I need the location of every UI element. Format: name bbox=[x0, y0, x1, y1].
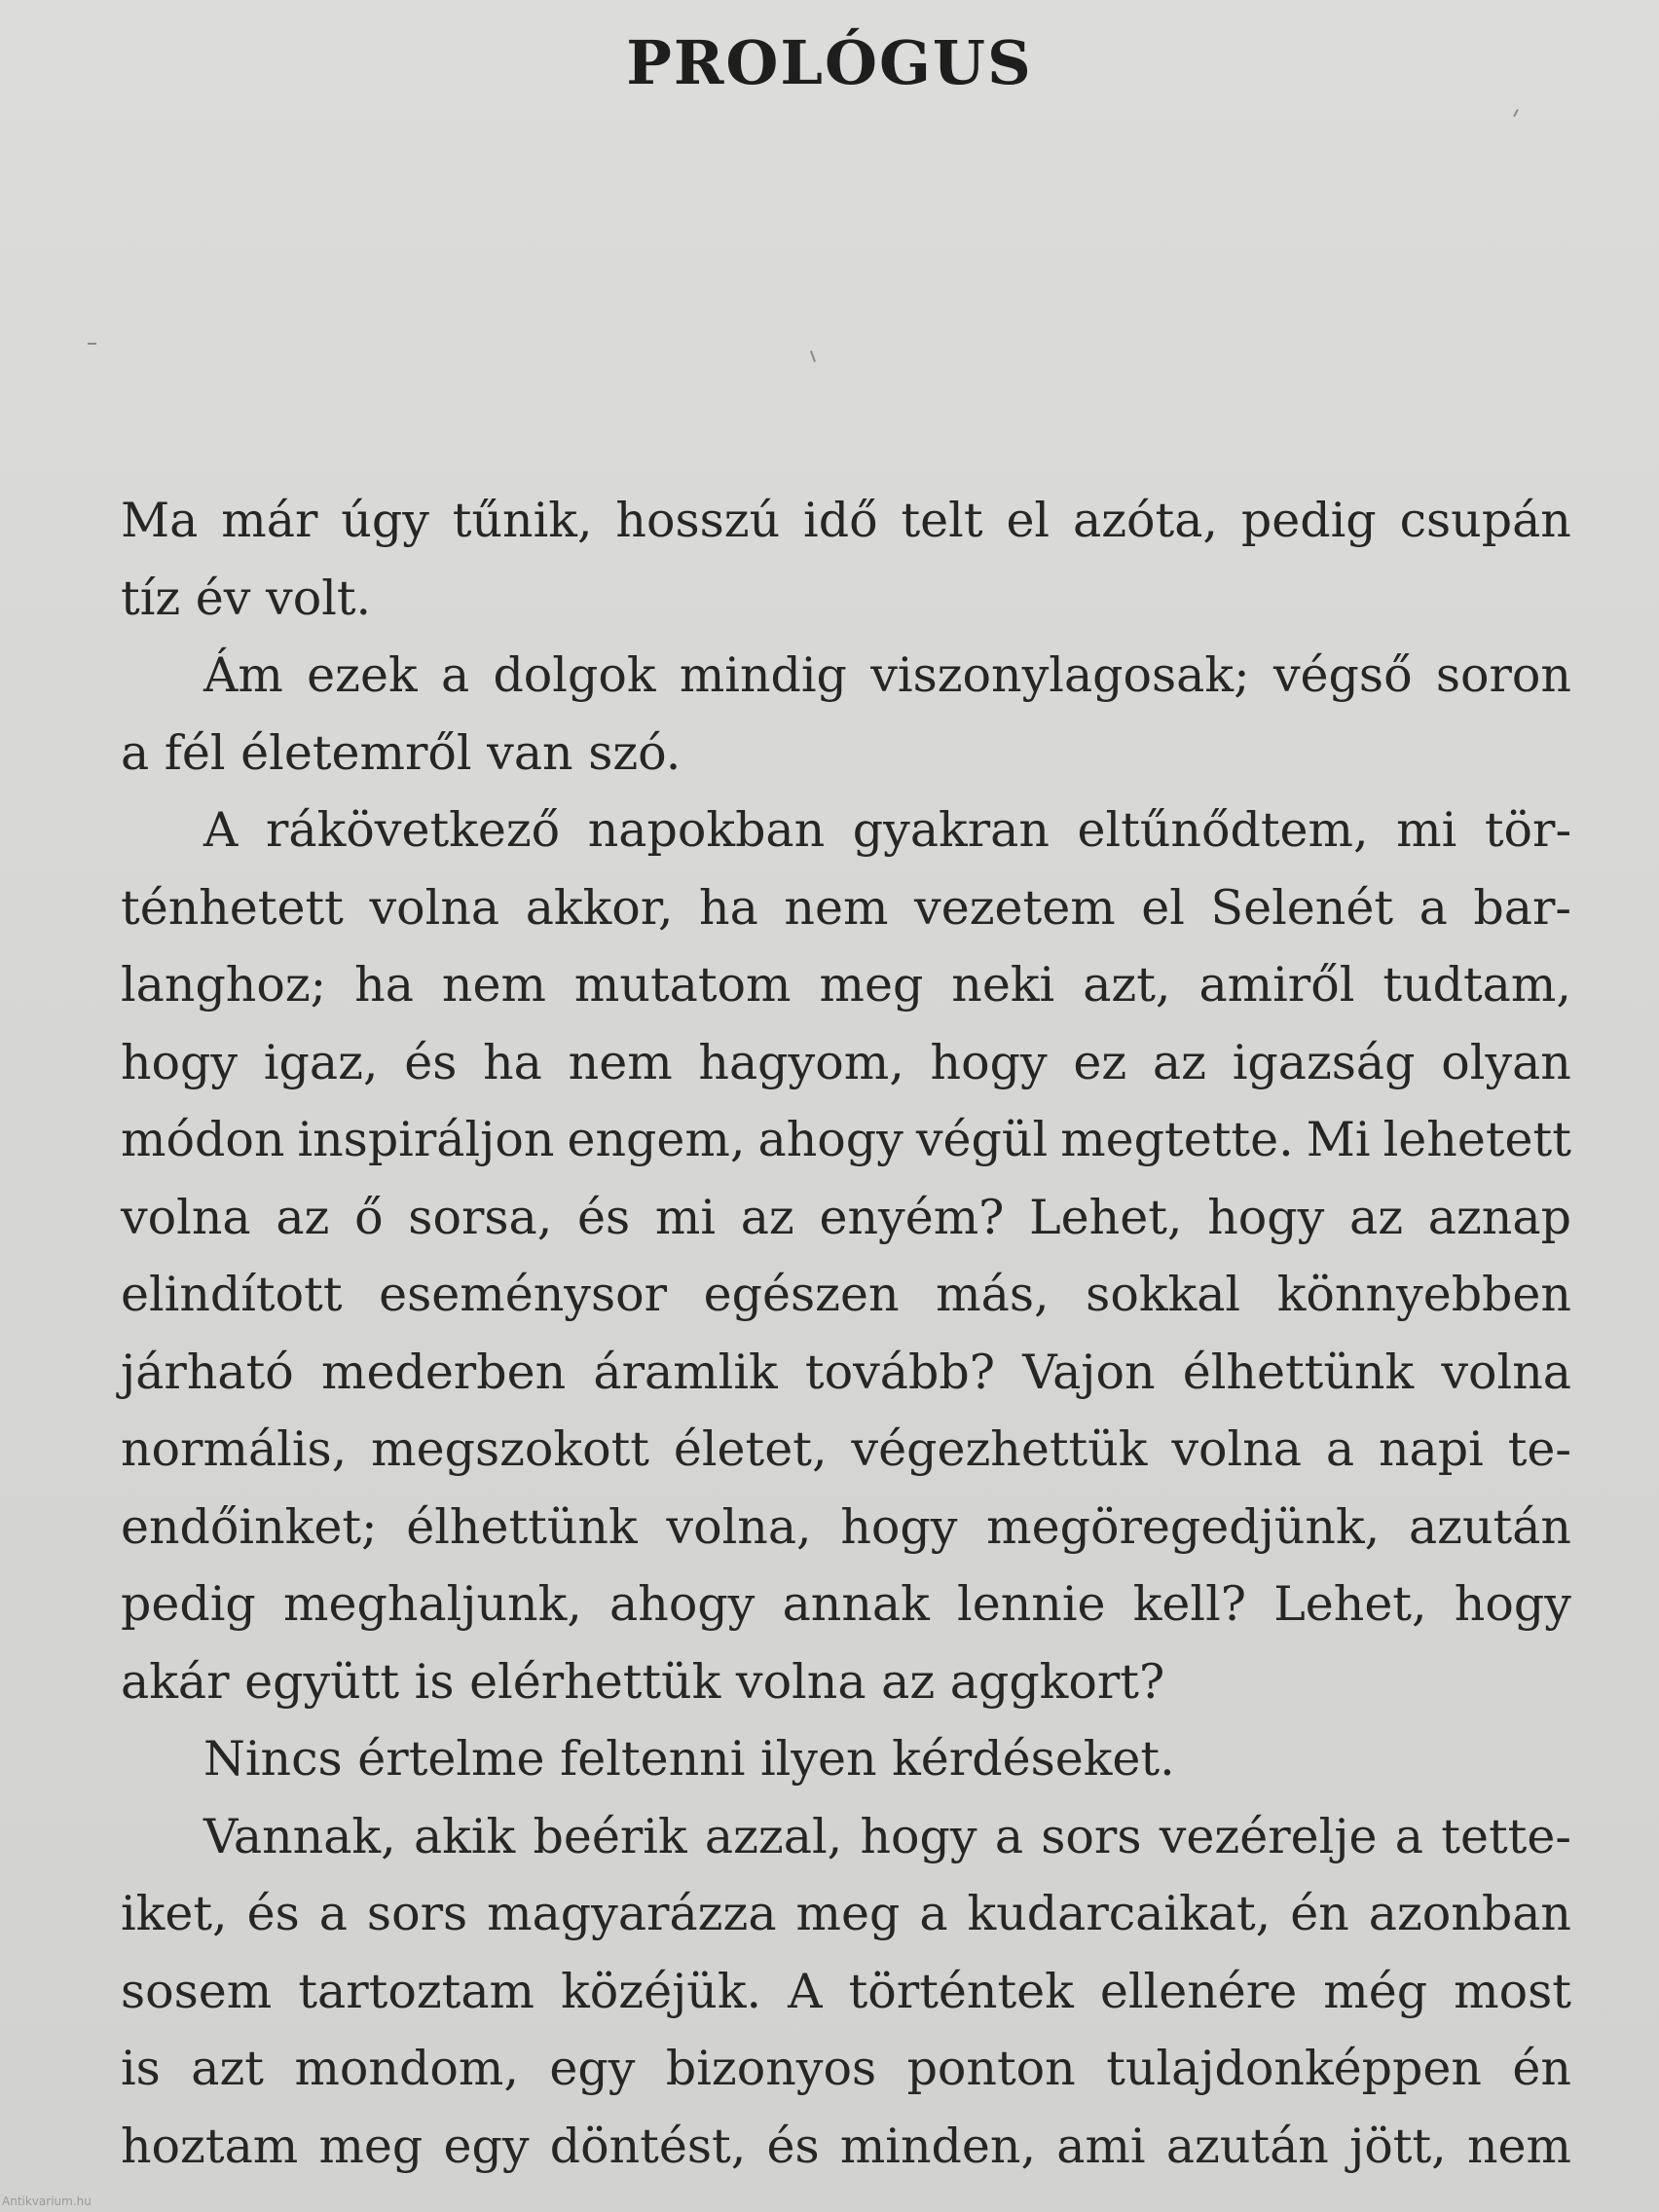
word: rákövetkező bbox=[265, 802, 561, 858]
word: napi bbox=[1379, 1421, 1484, 1477]
word: tör- bbox=[1484, 802, 1571, 858]
word: Mi bbox=[1306, 1112, 1371, 1167]
word: eseménysor bbox=[379, 1267, 668, 1322]
word: ami bbox=[1056, 2118, 1146, 2174]
word: végső bbox=[1272, 647, 1413, 703]
word: áramlik bbox=[593, 1344, 778, 1400]
word: Vajon bbox=[1022, 1344, 1156, 1400]
page-mark bbox=[88, 343, 96, 345]
word: és bbox=[766, 2118, 820, 2174]
word: életet, bbox=[673, 1421, 828, 1477]
word: azután bbox=[1408, 1498, 1571, 1555]
word: megszokott bbox=[371, 1421, 649, 1477]
word: mutatom bbox=[573, 957, 792, 1013]
word: azonban bbox=[1368, 1886, 1571, 1941]
text-line bbox=[121, 1953, 1571, 2031]
word: élhettünk bbox=[1182, 1344, 1415, 1400]
word: telt bbox=[901, 493, 983, 548]
word: én bbox=[1512, 2041, 1571, 2096]
word: langhoz; bbox=[121, 957, 327, 1013]
text-line bbox=[121, 1256, 1571, 1334]
word: lehetett bbox=[1382, 1112, 1571, 1167]
word: mi bbox=[654, 1189, 717, 1245]
word: beérik bbox=[533, 1808, 687, 1864]
word: jött, bbox=[1349, 2118, 1447, 2174]
page-mark bbox=[810, 350, 816, 362]
word: megtette. bbox=[1060, 1112, 1294, 1167]
word: a bbox=[919, 1886, 948, 1941]
word: a bbox=[318, 1886, 348, 1941]
word: döntést, bbox=[549, 2118, 747, 2174]
word: Ám bbox=[203, 647, 283, 703]
word: ha bbox=[699, 879, 758, 936]
word: ha bbox=[483, 1034, 542, 1090]
word: annak bbox=[782, 1576, 930, 1632]
word: meghaljunk, bbox=[282, 1576, 582, 1632]
word: történtek bbox=[848, 1963, 1074, 2019]
word: ő bbox=[354, 1189, 384, 1245]
text-line bbox=[121, 1101, 1571, 1179]
word: sorsa, bbox=[408, 1189, 553, 1245]
text-line: akár együtt is elérhettük volna az aggkort? bbox=[121, 1653, 1165, 1710]
text-line: a fél életemről van szó. bbox=[121, 724, 682, 781]
word: végül bbox=[915, 1112, 1049, 1167]
word: kell? bbox=[1132, 1576, 1247, 1632]
word: sors bbox=[366, 1886, 468, 1941]
word: volna bbox=[369, 879, 500, 936]
word: Lehet, bbox=[1029, 1189, 1183, 1245]
word: és bbox=[404, 1034, 458, 1090]
text-line bbox=[121, 1798, 1571, 1876]
word: könnyebben bbox=[1276, 1267, 1571, 1322]
word: hogy bbox=[1454, 1576, 1571, 1632]
word: is bbox=[121, 2041, 161, 2096]
word: egészen bbox=[703, 1267, 900, 1322]
word: Ma bbox=[121, 493, 199, 548]
text-line bbox=[121, 1489, 1571, 1567]
word: igaz, bbox=[263, 1034, 379, 1090]
word: azt bbox=[191, 2041, 265, 2096]
word: a bbox=[1394, 1808, 1423, 1864]
word: még bbox=[1323, 1963, 1428, 2019]
text-line: tíz év volt. bbox=[121, 570, 372, 626]
text-line: Nincs értelme feltenni ilyen kérdéseket. bbox=[203, 1731, 1175, 1787]
word: a bbox=[994, 1808, 1024, 1864]
text-line bbox=[121, 792, 1571, 869]
word: csupán bbox=[1399, 493, 1571, 548]
word: napokban bbox=[587, 802, 826, 858]
word: akkor, bbox=[525, 879, 674, 936]
text-line bbox=[121, 869, 1571, 947]
text-line bbox=[121, 946, 1571, 1024]
word: tulajdonképpen bbox=[1106, 2041, 1482, 2096]
word: meg bbox=[795, 1886, 901, 1941]
body-text bbox=[121, 482, 1571, 2185]
word: és bbox=[246, 1886, 300, 1941]
word: endőinket; bbox=[121, 1498, 378, 1555]
word: tudtam, bbox=[1382, 957, 1571, 1013]
word: azután bbox=[1165, 2118, 1329, 2174]
text-line bbox=[121, 2030, 1571, 2108]
word: nem bbox=[568, 1034, 673, 1090]
word: kudarcaikat, bbox=[967, 1886, 1272, 1941]
word: bar- bbox=[1473, 879, 1571, 936]
word: soron bbox=[1435, 647, 1571, 703]
word: Lehet, bbox=[1273, 1576, 1427, 1632]
word: gyakran bbox=[852, 802, 1050, 858]
word: dolgok bbox=[493, 647, 656, 703]
word: nem bbox=[1466, 2118, 1571, 2174]
word: úgy bbox=[341, 493, 429, 548]
word: minden, bbox=[839, 2118, 1037, 2174]
word: tovább? bbox=[804, 1344, 995, 1400]
word: meg bbox=[318, 2118, 424, 2174]
word: hoztam bbox=[121, 2118, 299, 2174]
word: mederben bbox=[320, 1344, 567, 1400]
word: egy bbox=[443, 2118, 530, 2174]
word: sokkal bbox=[1086, 1267, 1241, 1322]
word: nem bbox=[441, 957, 546, 1013]
word: akik bbox=[413, 1808, 516, 1864]
watermark: Antikvarium.hu bbox=[2, 2194, 92, 2208]
word: az bbox=[276, 1189, 330, 1245]
text-line bbox=[121, 637, 1571, 715]
word: el bbox=[1006, 493, 1051, 548]
word: megöregedjünk, bbox=[986, 1498, 1381, 1555]
word: Vannak, bbox=[203, 1808, 396, 1864]
text-line bbox=[121, 1566, 1571, 1643]
word: hogy bbox=[840, 1498, 958, 1555]
word: tartoztam bbox=[298, 1963, 535, 2019]
text-line bbox=[121, 2108, 1571, 2186]
word: már bbox=[221, 493, 318, 548]
word: sors bbox=[1041, 1808, 1142, 1864]
word: ezek bbox=[307, 647, 418, 703]
word: hagyom, bbox=[698, 1034, 904, 1090]
word: ahogy bbox=[609, 1576, 756, 1632]
word: azt, bbox=[1083, 957, 1171, 1013]
word: tette- bbox=[1441, 1808, 1571, 1864]
word: eltűnődtem, bbox=[1077, 802, 1369, 858]
word: aznap bbox=[1427, 1189, 1571, 1245]
word: lennie bbox=[957, 1576, 1106, 1632]
word: ez bbox=[1073, 1034, 1127, 1090]
word: mondom, bbox=[294, 2041, 519, 2096]
text-line bbox=[121, 1179, 1571, 1257]
chapter-heading: PROLÓGUS bbox=[626, 27, 1033, 98]
word: vezérelje bbox=[1159, 1808, 1378, 1864]
word: viszonylagosak; bbox=[870, 647, 1250, 703]
text-line bbox=[121, 1024, 1571, 1102]
word: igazság bbox=[1232, 1034, 1416, 1090]
word: ponton bbox=[906, 2041, 1076, 2096]
word: el bbox=[1141, 879, 1185, 936]
word: volna bbox=[121, 1189, 251, 1245]
word: hosszú bbox=[615, 493, 781, 548]
word: A bbox=[788, 1963, 823, 2019]
word: hogy bbox=[930, 1034, 1048, 1090]
word: a bbox=[440, 647, 470, 703]
word: hogy bbox=[1207, 1189, 1325, 1245]
word: idő bbox=[803, 493, 878, 548]
word: közéjük. bbox=[561, 1963, 762, 2019]
word: volna, bbox=[666, 1498, 812, 1555]
word: olyan bbox=[1441, 1034, 1571, 1090]
word: most bbox=[1454, 1963, 1571, 2019]
word: ténhetett bbox=[121, 879, 344, 936]
word: tűnik, bbox=[452, 493, 593, 548]
word: volna bbox=[1441, 1344, 1571, 1400]
word: meg bbox=[819, 957, 924, 1013]
word: és bbox=[577, 1189, 631, 1245]
word: amiről bbox=[1198, 957, 1355, 1013]
text-line bbox=[121, 1875, 1571, 1953]
word: egy bbox=[549, 2041, 636, 2096]
word: élhettünk bbox=[406, 1498, 638, 1555]
word: mi bbox=[1396, 802, 1457, 858]
word: iket, bbox=[121, 1886, 228, 1941]
word: pedig bbox=[1240, 493, 1377, 548]
word: az bbox=[740, 1189, 794, 1245]
word: inspiráljon bbox=[297, 1112, 555, 1167]
word: pedig bbox=[121, 1576, 256, 1632]
word: hogy bbox=[121, 1034, 239, 1090]
word: sosem bbox=[121, 1963, 273, 2019]
word: végezhettük bbox=[851, 1421, 1148, 1477]
word: A bbox=[203, 802, 239, 858]
word: az bbox=[1349, 1189, 1404, 1245]
word: ellenére bbox=[1099, 1963, 1298, 2019]
word: engem, bbox=[567, 1112, 746, 1167]
word: azóta, bbox=[1073, 493, 1219, 548]
word: nem bbox=[784, 879, 889, 936]
word: Selenét bbox=[1210, 879, 1394, 936]
word: azzal, bbox=[704, 1808, 843, 1864]
word: hogy bbox=[860, 1808, 977, 1864]
word: enyém? bbox=[819, 1189, 1005, 1245]
text-line bbox=[121, 482, 1571, 560]
word: mindig bbox=[679, 647, 847, 703]
page-mark bbox=[1513, 109, 1519, 117]
word: magyarázza bbox=[487, 1886, 777, 1941]
word: járható bbox=[121, 1344, 294, 1400]
word: módon bbox=[121, 1112, 285, 1167]
word: más, bbox=[936, 1267, 1050, 1322]
word: a bbox=[1325, 1421, 1355, 1477]
word: elindított bbox=[121, 1267, 343, 1322]
word: volna bbox=[1171, 1421, 1302, 1477]
word: ahogy bbox=[757, 1112, 903, 1167]
word: vezetem bbox=[914, 879, 1116, 936]
word: neki bbox=[951, 957, 1055, 1013]
word: bizonyos bbox=[665, 2041, 877, 2096]
word: ha bbox=[354, 957, 414, 1013]
word: a bbox=[1419, 879, 1448, 936]
word: normális, bbox=[121, 1421, 348, 1477]
word: te- bbox=[1507, 1421, 1571, 1477]
text-line bbox=[121, 1411, 1571, 1489]
word: én bbox=[1290, 1886, 1349, 1941]
text-line bbox=[121, 1334, 1571, 1412]
word: az bbox=[1152, 1034, 1206, 1090]
